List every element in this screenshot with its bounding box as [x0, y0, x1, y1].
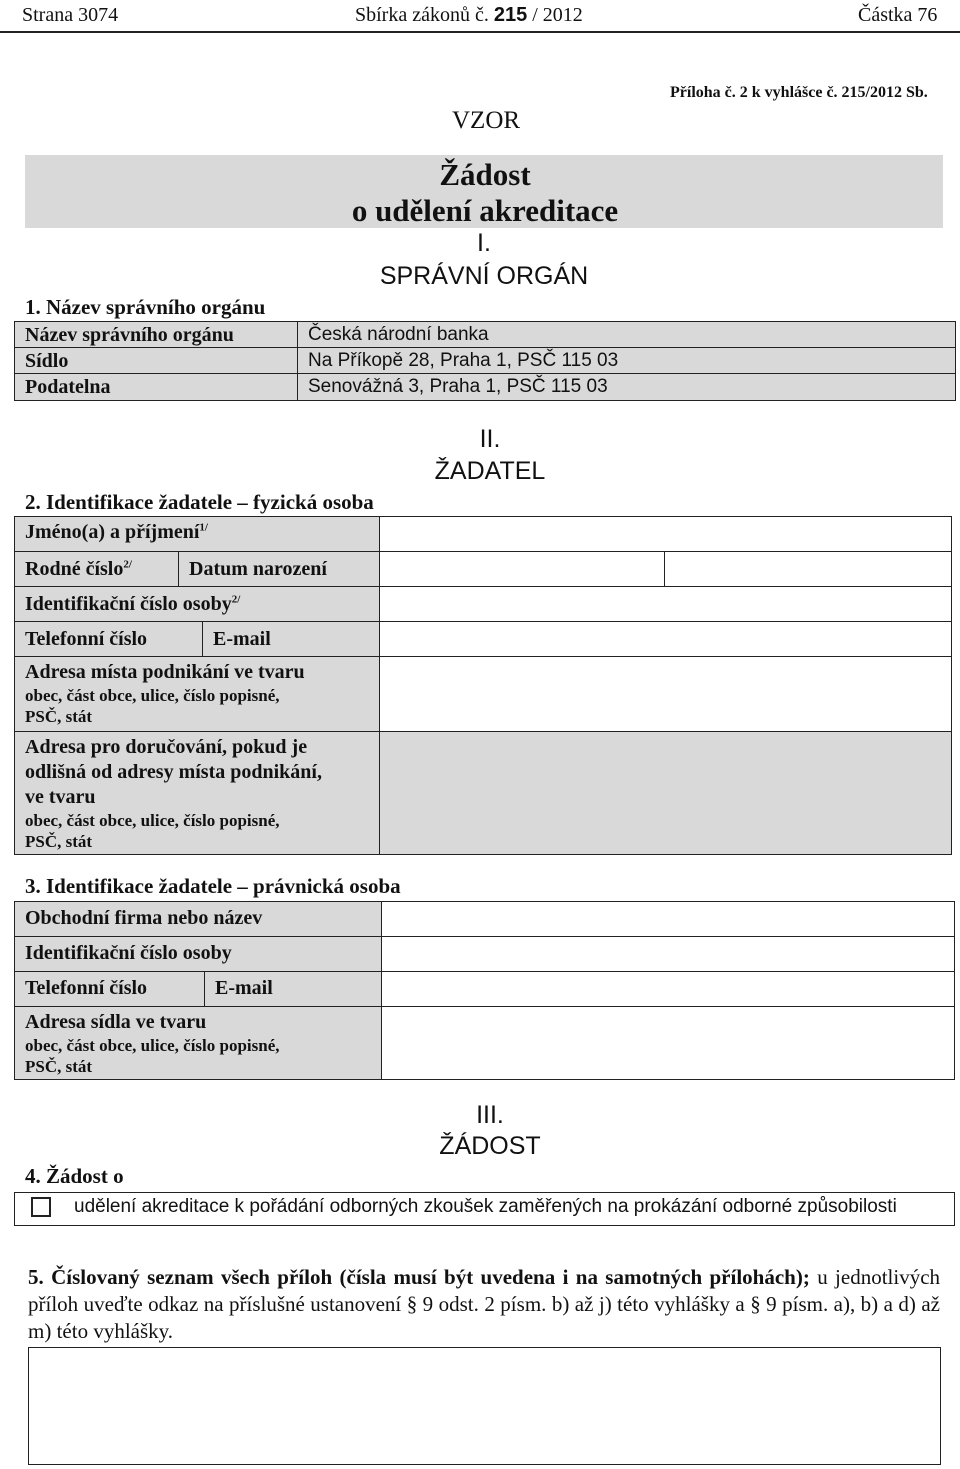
section4-heading: 4. Žádost o — [25, 1164, 124, 1188]
authority-registry-value: Senovážná 3, Praha 1, PSČ 115 03 — [297, 373, 956, 401]
person-id-label: Identifikační číslo osoby$^{2/}$ — [14, 586, 381, 623]
authority-seat-label: Sídlo — [14, 347, 299, 375]
birth-number-label: Rodné číslo$^{2/}$ — [14, 551, 180, 588]
company-email-label: E-mail — [204, 971, 383, 1008]
delivery-address-field[interactable] — [379, 731, 952, 855]
business-address-field[interactable] — [379, 656, 952, 733]
collection-prefix: Sbírka zákonů č. — [355, 4, 489, 26]
attachment-note: Příloha č. 2 k vyhlášce č. 215/2012 Sb. — [670, 84, 928, 101]
section2-heading: 2. Identifikace žadatele – fyzická osoba — [25, 490, 374, 514]
company-id-label: Identifikační číslo osoby — [14, 936, 383, 973]
form-title: Žádost — [439, 157, 531, 192]
collection-number: 215 — [493, 4, 528, 26]
delivery-address-label: Adresa pro doručování, pokud je odlišná od adresy místa podnikání, ve tvaru obec, část obce, ulice, číslo popisné, PSČ, stát — [14, 731, 381, 855]
email-label: E-mail — [202, 621, 381, 658]
template-label: VZOR — [452, 107, 521, 134]
authority-name-label: Název správního orgánu — [14, 321, 299, 349]
running-header-part: Částka 76 — [858, 4, 938, 26]
running-header-page: Strana 3074 — [22, 4, 119, 26]
part1-numeral: I. — [477, 229, 491, 257]
company-id-field[interactable] — [381, 936, 955, 973]
section1-heading: 1. Název správního orgánu — [25, 295, 266, 319]
person-id-field[interactable] — [379, 586, 952, 623]
part2-numeral: II. — [479, 425, 501, 453]
section5-text: u jednotlivých příloh uveďte odkaz na příslušné ustanovení § 9 odst. 2 písm. b) až j) této vyhlášky a § 9 písm. a), b) a d) až m) této vyhlášky. — [28, 1265, 941, 1343]
birth-date-field[interactable] — [664, 551, 952, 588]
company-seat-field[interactable] — [381, 1006, 955, 1080]
business-address-label: Adresa místa podnikání ve tvaru obec, část obce, ulice, číslo popisné, PSČ, stát — [14, 656, 381, 733]
phone-email-field[interactable] — [379, 621, 952, 658]
running-header-collection — [355, 4, 583, 27]
section3-heading: 3. Identifikace žadatele – právnická osoba — [25, 874, 401, 898]
part1-name: SPRÁVNÍ ORGÁN — [379, 262, 589, 290]
birth-number-field[interactable] — [379, 551, 666, 588]
company-name-label: Obchodní firma nebo název — [14, 901, 383, 938]
request-option-label: udělení akreditace k pořádání odborných zkoušek zaměřených na prokázání odborné způsobilosti — [74, 1196, 897, 1217]
part3-numeral: III. — [476, 1101, 504, 1129]
header-rule — [0, 31, 960, 33]
request-option-checkbox[interactable] — [31, 1197, 51, 1217]
authority-name-value: Česká národní banka — [297, 321, 956, 349]
authority-registry-label: Podatelna — [14, 373, 299, 401]
part2-name: ŽADATEL — [434, 457, 546, 485]
company-phone-label: Telefonní číslo — [14, 971, 206, 1008]
collection-year: / 2012 — [532, 4, 583, 26]
authority-seat-value: Na Příkopě 28, Praha 1, PSČ 115 03 — [297, 347, 956, 375]
section5-instructions — [28, 1264, 940, 1345]
applicant-name-field[interactable] — [379, 516, 952, 553]
applicant-name-label: Jméno(a) a příjmení$^{1/}$ — [14, 516, 381, 553]
company-phone-email-field[interactable] — [381, 971, 955, 1008]
section5-heading: 5. Číslovaný seznam všech příloh (čísla musí být uvedena i na samotných přílohách); — [28, 1265, 810, 1289]
attachment-list-field[interactable] — [28, 1347, 941, 1465]
birth-date-label: Datum narození — [178, 551, 381, 588]
phone-label: Telefonní číslo — [14, 621, 204, 658]
company-name-field[interactable] — [381, 901, 955, 938]
form-subtitle: o udělení akreditace — [351, 193, 619, 228]
company-seat-label: Adresa sídla ve tvaru obec, část obce, ulice, číslo popisné, PSČ, stát — [14, 1006, 383, 1080]
part3-name: ŽÁDOST — [439, 1132, 541, 1160]
